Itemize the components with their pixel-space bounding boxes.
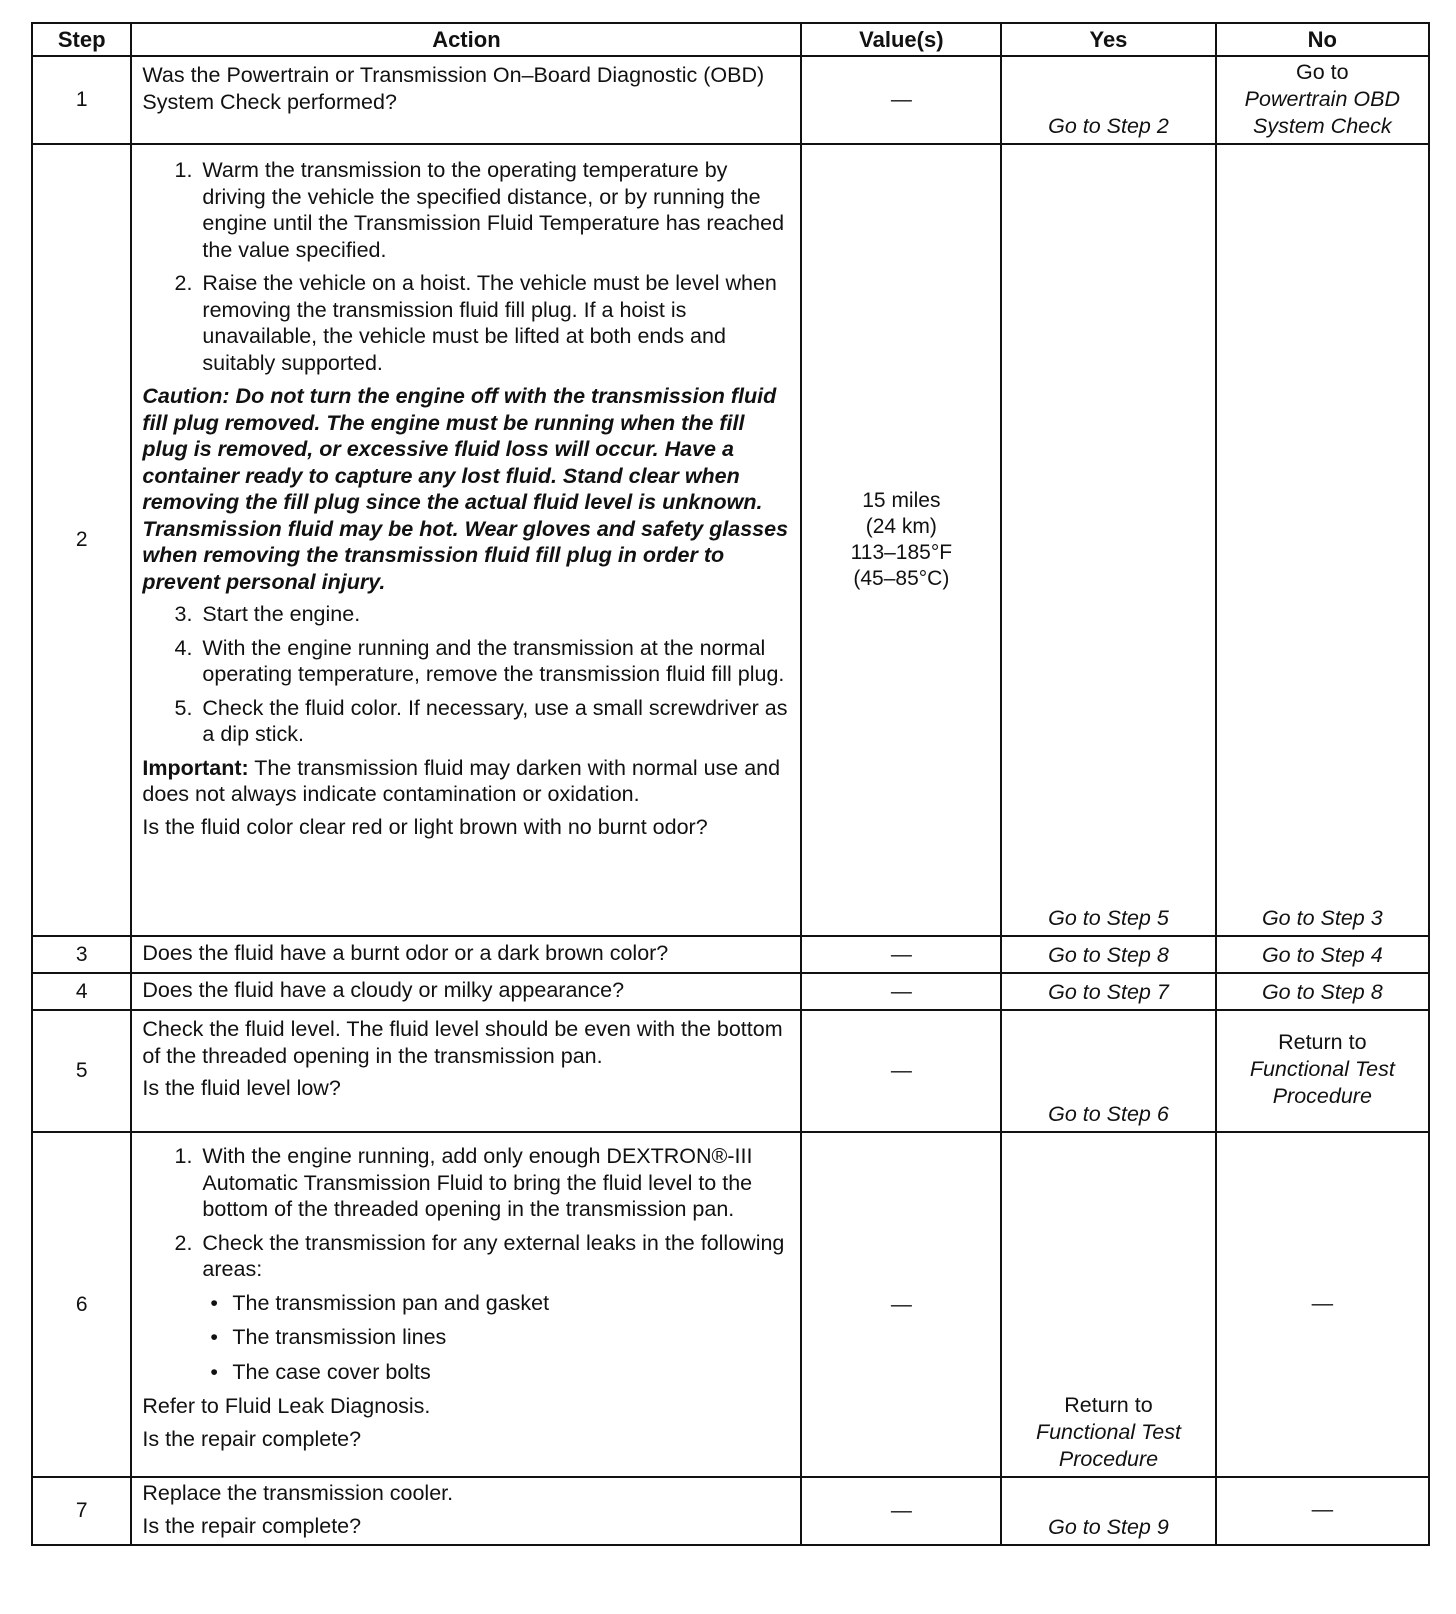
procedure-list-b bbox=[142, 601, 790, 748]
table-row bbox=[32, 1132, 1429, 1477]
list-item: • The case cover bolts bbox=[232, 1359, 790, 1386]
no-cell bbox=[1216, 56, 1429, 144]
no-cell: — bbox=[1216, 1132, 1429, 1477]
action-cell bbox=[131, 1010, 801, 1132]
yes-cell: Go to Step 6 bbox=[1001, 1010, 1215, 1132]
no-cell: Go to Step 3 bbox=[1216, 144, 1429, 936]
action-text: Replace the transmission cooler. bbox=[142, 1481, 454, 1505]
yes-cell: Go to Step 7 bbox=[1001, 973, 1215, 1010]
yes-target: Functional Test Procedure bbox=[1035, 1420, 1181, 1471]
step-number: 3 bbox=[32, 936, 131, 973]
step-number: 6 bbox=[32, 1132, 131, 1477]
procedure-list bbox=[142, 1143, 790, 1283]
refer-text: Refer to Fluid Leak Diagnosis. bbox=[142, 1394, 431, 1418]
yes-cell: Go to Step 5 bbox=[1001, 144, 1215, 936]
no-target: Powertrain OBD System Check bbox=[1244, 87, 1400, 138]
no-cell: — bbox=[1216, 1477, 1429, 1545]
table-row bbox=[32, 1010, 1429, 1132]
important-text: The transmission fluid may darken with normal use and does not always indicate contamination or oxidation. bbox=[142, 755, 781, 806]
question-text: Is the fluid color clear red or light brown with no burnt odor? bbox=[142, 814, 708, 839]
action-cell bbox=[131, 56, 801, 144]
value-cell: — bbox=[801, 1132, 1001, 1477]
value-cell bbox=[801, 144, 1001, 936]
table-row bbox=[32, 1477, 1429, 1545]
value-temp: 113–185°F bbox=[850, 541, 953, 564]
list-item: 1. Warm the transmission to the operating temperature by driving the vehicle the specified distance, or by running the engine until the Transmission Fluid Temperature has reached the value specified. bbox=[198, 157, 790, 263]
header-row bbox=[32, 23, 1429, 56]
value-cell: — bbox=[801, 1477, 1001, 1545]
no-cell: Go to Step 4 bbox=[1216, 936, 1429, 973]
no-cell: Go to Step 8 bbox=[1216, 973, 1429, 1010]
question-text: Is the repair complete? bbox=[142, 1426, 362, 1451]
step-number: 5 bbox=[32, 1010, 131, 1132]
header-step: Step bbox=[32, 23, 131, 56]
table-row bbox=[32, 144, 1429, 936]
step-number: 1 bbox=[32, 56, 131, 144]
question-text: Is the fluid level low? bbox=[142, 1076, 341, 1100]
value-cell: — bbox=[801, 1010, 1001, 1132]
yes-cell: Go to Step 2 bbox=[1001, 56, 1215, 144]
list-item: 1. With the engine running, add only enough DEXTRON®-III Automatic Transmission Fluid to bring the fluid level to the bottom of the threaded opening in the transmission pan. bbox=[198, 1143, 790, 1223]
question-text: Is the repair complete? bbox=[142, 1513, 362, 1538]
important-label: Important: bbox=[142, 755, 249, 780]
header-no: No bbox=[1216, 23, 1429, 56]
value-cell: — bbox=[801, 56, 1001, 144]
value-cell: — bbox=[801, 936, 1001, 973]
action-cell: Does the fluid have a cloudy or milky appearance? bbox=[131, 973, 801, 1010]
caution-text: Caution: Do not turn the engine off with the transmission fluid fill plug removed. The engine must be running when the fill plug is removed, or excessive fluid loss will occur. Have a container ready to capture any lost fluid. Stand clear when removing the fill plug since the actual fluid level is unknown. Transmission fluid may be hot. Wear gloves and safety glasses when removing the transmission fluid fill plug in order to prevent personal injury. bbox=[142, 384, 789, 594]
value-temp-metric: (45–85°C) bbox=[853, 567, 950, 590]
list-item: 2. Check the transmission for any external leaks in the following areas: bbox=[198, 1230, 790, 1283]
yes-cell: Go to Step 8 bbox=[1001, 936, 1215, 973]
header-action: Action bbox=[131, 23, 801, 56]
table-row bbox=[32, 56, 1429, 144]
no-cell bbox=[1216, 1010, 1429, 1132]
yes-cell bbox=[1001, 1132, 1215, 1477]
header-values: Value(s) bbox=[801, 23, 1001, 56]
table-row bbox=[32, 936, 1429, 973]
action-cell bbox=[131, 1132, 801, 1477]
yes-prefix: Return to bbox=[1064, 1393, 1153, 1417]
important-note bbox=[142, 755, 790, 808]
no-prefix: Go to bbox=[1296, 60, 1349, 84]
list-item: 3. Start the engine. bbox=[198, 601, 790, 628]
action-text: Was the Powertrain or Transmission On–Board Diagnostic (OBD) System Check performed? bbox=[142, 63, 765, 114]
yes-cell: Go to Step 9 bbox=[1001, 1477, 1215, 1545]
header-yes: Yes bbox=[1001, 23, 1215, 56]
no-target: Functional Test Procedure bbox=[1249, 1057, 1395, 1108]
list-item: 4. With the engine running and the transmission at the normal operating temperature, remove the transmission fluid fill plug. bbox=[198, 635, 790, 688]
value-distance: 15 miles bbox=[862, 489, 941, 512]
diagnostic-table bbox=[31, 22, 1430, 1546]
table-row bbox=[32, 973, 1429, 1010]
action-cell bbox=[131, 1477, 801, 1545]
leak-area-list bbox=[142, 1290, 790, 1386]
procedure-list-a bbox=[142, 157, 790, 376]
list-item: • The transmission pan and gasket bbox=[232, 1290, 790, 1317]
list-item: • The transmission lines bbox=[232, 1324, 790, 1351]
no-prefix: Return to bbox=[1278, 1030, 1367, 1054]
value-cell: — bbox=[801, 973, 1001, 1010]
value-distance-metric: (24 km) bbox=[865, 515, 937, 538]
list-item: 5. Check the fluid color. If necessary, use a small screwdriver as a dip stick. bbox=[198, 695, 790, 748]
action-cell: Does the fluid have a burnt odor or a dark brown color? bbox=[131, 936, 801, 973]
action-cell bbox=[131, 144, 801, 936]
list-item: 2. Raise the vehicle on a hoist. The vehicle must be level when removing the transmission fluid fill plug. If a hoist is unavailable, the vehicle must be lifted at both ends and suitably supported. bbox=[198, 270, 790, 376]
action-text: Check the fluid level. The fluid level should be even with the bottom of the threaded opening in the transmission pan. bbox=[142, 1017, 783, 1068]
step-number: 2 bbox=[32, 144, 131, 936]
step-number: 7 bbox=[32, 1477, 131, 1545]
step-number: 4 bbox=[32, 973, 131, 1010]
